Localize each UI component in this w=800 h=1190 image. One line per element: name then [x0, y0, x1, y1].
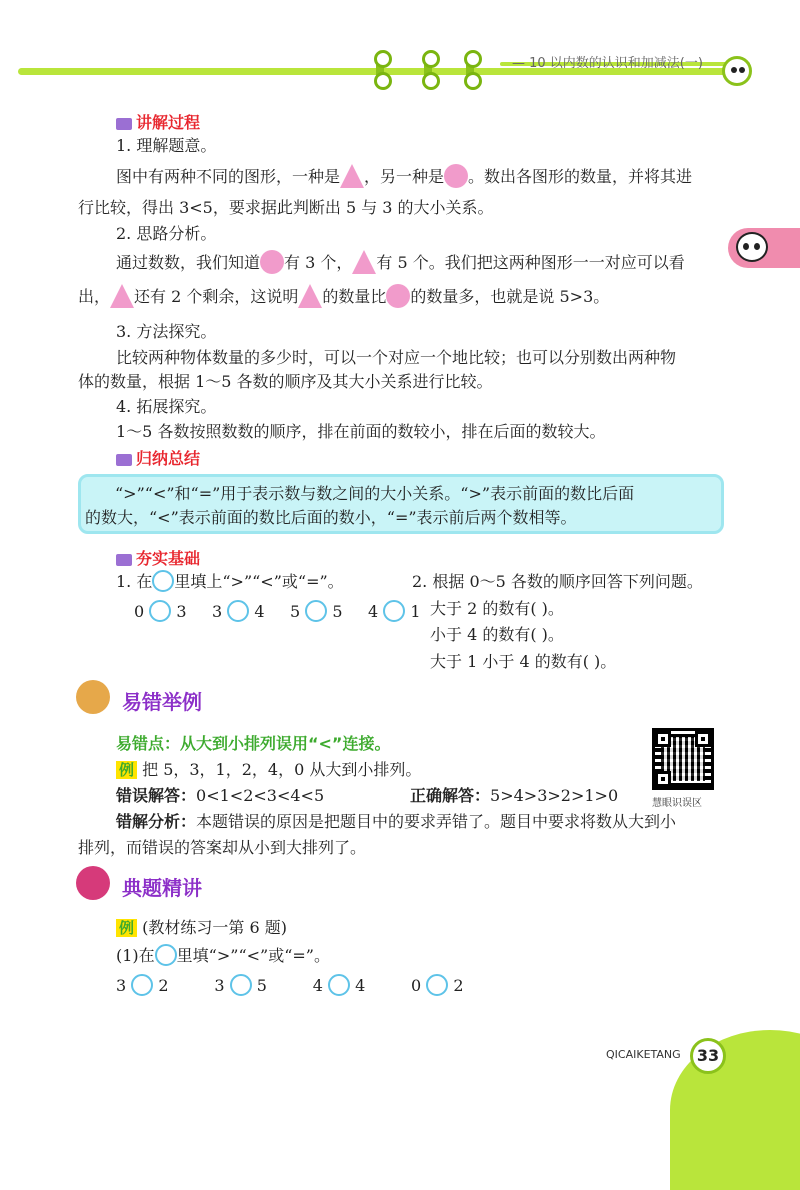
section-title-typical: 典题精讲	[122, 876, 202, 900]
step-4-text: 1～5 各数按照数数的顺序，排在前面的数较小，排在后面的数较大。	[116, 422, 606, 441]
triangle-icon	[352, 250, 376, 274]
section-icon	[116, 554, 132, 566]
section-title-errors: 易错举例	[122, 690, 202, 714]
section-title-summary: 归纳总结	[116, 446, 200, 469]
answer-circle[interactable]	[426, 974, 448, 996]
section-icon	[116, 454, 132, 466]
binder-clip-icon	[424, 52, 432, 88]
typical-example: 例 (教材练习一第 6 题)	[116, 916, 287, 940]
answer-circle[interactable]	[131, 974, 153, 996]
mascot-icon	[76, 866, 110, 900]
basics-q1: 1. 在 里填上“>”“<”或“=”。	[116, 572, 344, 591]
qr-code[interactable]	[652, 728, 714, 790]
summary-box	[78, 474, 724, 534]
answer-circle[interactable]	[155, 944, 177, 966]
step-1-text-2: 行比较，得出 3<5，要求据此判断出 5 与 3 的大小关系。	[78, 198, 494, 217]
section-title-basics: 夯实基础	[116, 546, 200, 569]
answer-circle[interactable]	[152, 570, 174, 592]
basics-q2: 2. 根据 0～5 各数的顺序回答下列问题。	[412, 572, 703, 591]
step-4: 4. 拓展探究。	[116, 397, 217, 416]
step-2-text: 通过数数，我们知道 有 3 个， 有 5 个。我们把这两种图形一一对应可以看	[116, 250, 685, 275]
answer-circle[interactable]	[149, 600, 171, 622]
example-tag: 例	[116, 919, 137, 937]
section-title-explain: 讲解过程	[116, 110, 200, 133]
step-1: 1. 理解题意。	[116, 136, 217, 155]
right-answer: 正确解答：5>4>3>2>1>0	[410, 786, 619, 805]
example-tag: 例	[116, 761, 137, 779]
answer-circle[interactable]	[227, 600, 249, 622]
basics-q1-items: 0 3 3 4 5 5 4 1	[134, 602, 421, 621]
triangle-icon	[340, 164, 364, 188]
answer-circle[interactable]	[383, 600, 405, 622]
answer-circle[interactable]	[305, 600, 327, 622]
step-2: 2. 思路分析。	[116, 224, 217, 243]
chapter-title: — 10 以内数的认识和加减法(一)	[512, 56, 703, 71]
panda-icon	[736, 232, 768, 262]
error-analysis: 错解分析：本题错误的原因是把题目中的要求弄错了。题目中要求将数从大到小	[116, 812, 677, 831]
step-3-text: 比较两种物体数量的多少时，可以一个对应一个地比较；也可以分别数出两种物	[116, 348, 677, 367]
basics-q2-b[interactable]: 小于 4 的数有( )。	[430, 625, 564, 644]
typical-q1: (1)在 里填“>”“<”或“=”。	[116, 946, 330, 965]
typical-items: 3 2 3 5 4 4 0 2	[116, 976, 464, 995]
triangle-icon	[298, 284, 322, 308]
answer-circle[interactable]	[230, 974, 252, 996]
triangle-icon	[110, 284, 134, 308]
side-tab	[728, 228, 800, 268]
circle-icon	[386, 284, 410, 308]
qr-caption: 慧眼识误区	[652, 798, 702, 809]
step-2-text-2: 出， 还有 2 个剩余，这说明 的数量比 的数量多，也就是说 5>3。	[78, 284, 609, 309]
error-example: 例 把 5，3，1，2，4，0 从大到小排列。	[116, 758, 421, 782]
circle-icon	[260, 250, 284, 274]
binder-clip-icon	[466, 52, 474, 88]
step-3: 3. 方法探究。	[116, 322, 217, 341]
panda-icon	[722, 56, 752, 86]
circle-icon	[444, 164, 468, 188]
answer-circle[interactable]	[328, 974, 350, 996]
step-1-text: 图中有两种不同的图形，一种是 ，另一种是 。数出各图形的数量，并将其进	[116, 164, 692, 189]
summary-line-1: “>”“<”和“=”用于表示数与数之间的大小关系。“>”表示前面的数比后面	[115, 484, 635, 503]
footer-label: QICAIKETANG	[606, 1048, 681, 1061]
section-icon	[116, 118, 132, 130]
step-3-text-2: 体的数量，根据 1～5 各数的顺序及其大小关系进行比较。	[78, 372, 493, 391]
mascot-icon	[76, 680, 110, 714]
error-analysis-2: 排列，而错误的答案却从小到大排列了。	[78, 838, 367, 857]
error-point: 易错点：从大到小排列误用“<”连接。	[116, 734, 391, 753]
summary-line-2: 的数大，“<”表示前面的数比后面的数小，“=”表示前后两个数相等。	[85, 508, 577, 527]
basics-q2-c[interactable]: 大于 1 小于 4 的数有( )。	[430, 652, 617, 671]
basics-q2-a[interactable]: 大于 2 的数有( )。	[430, 599, 564, 618]
binder-clip-icon	[376, 52, 384, 88]
wrong-answer: 错误解答：0<1<2<3<4<5	[116, 786, 325, 805]
page-number: 33	[690, 1038, 726, 1074]
